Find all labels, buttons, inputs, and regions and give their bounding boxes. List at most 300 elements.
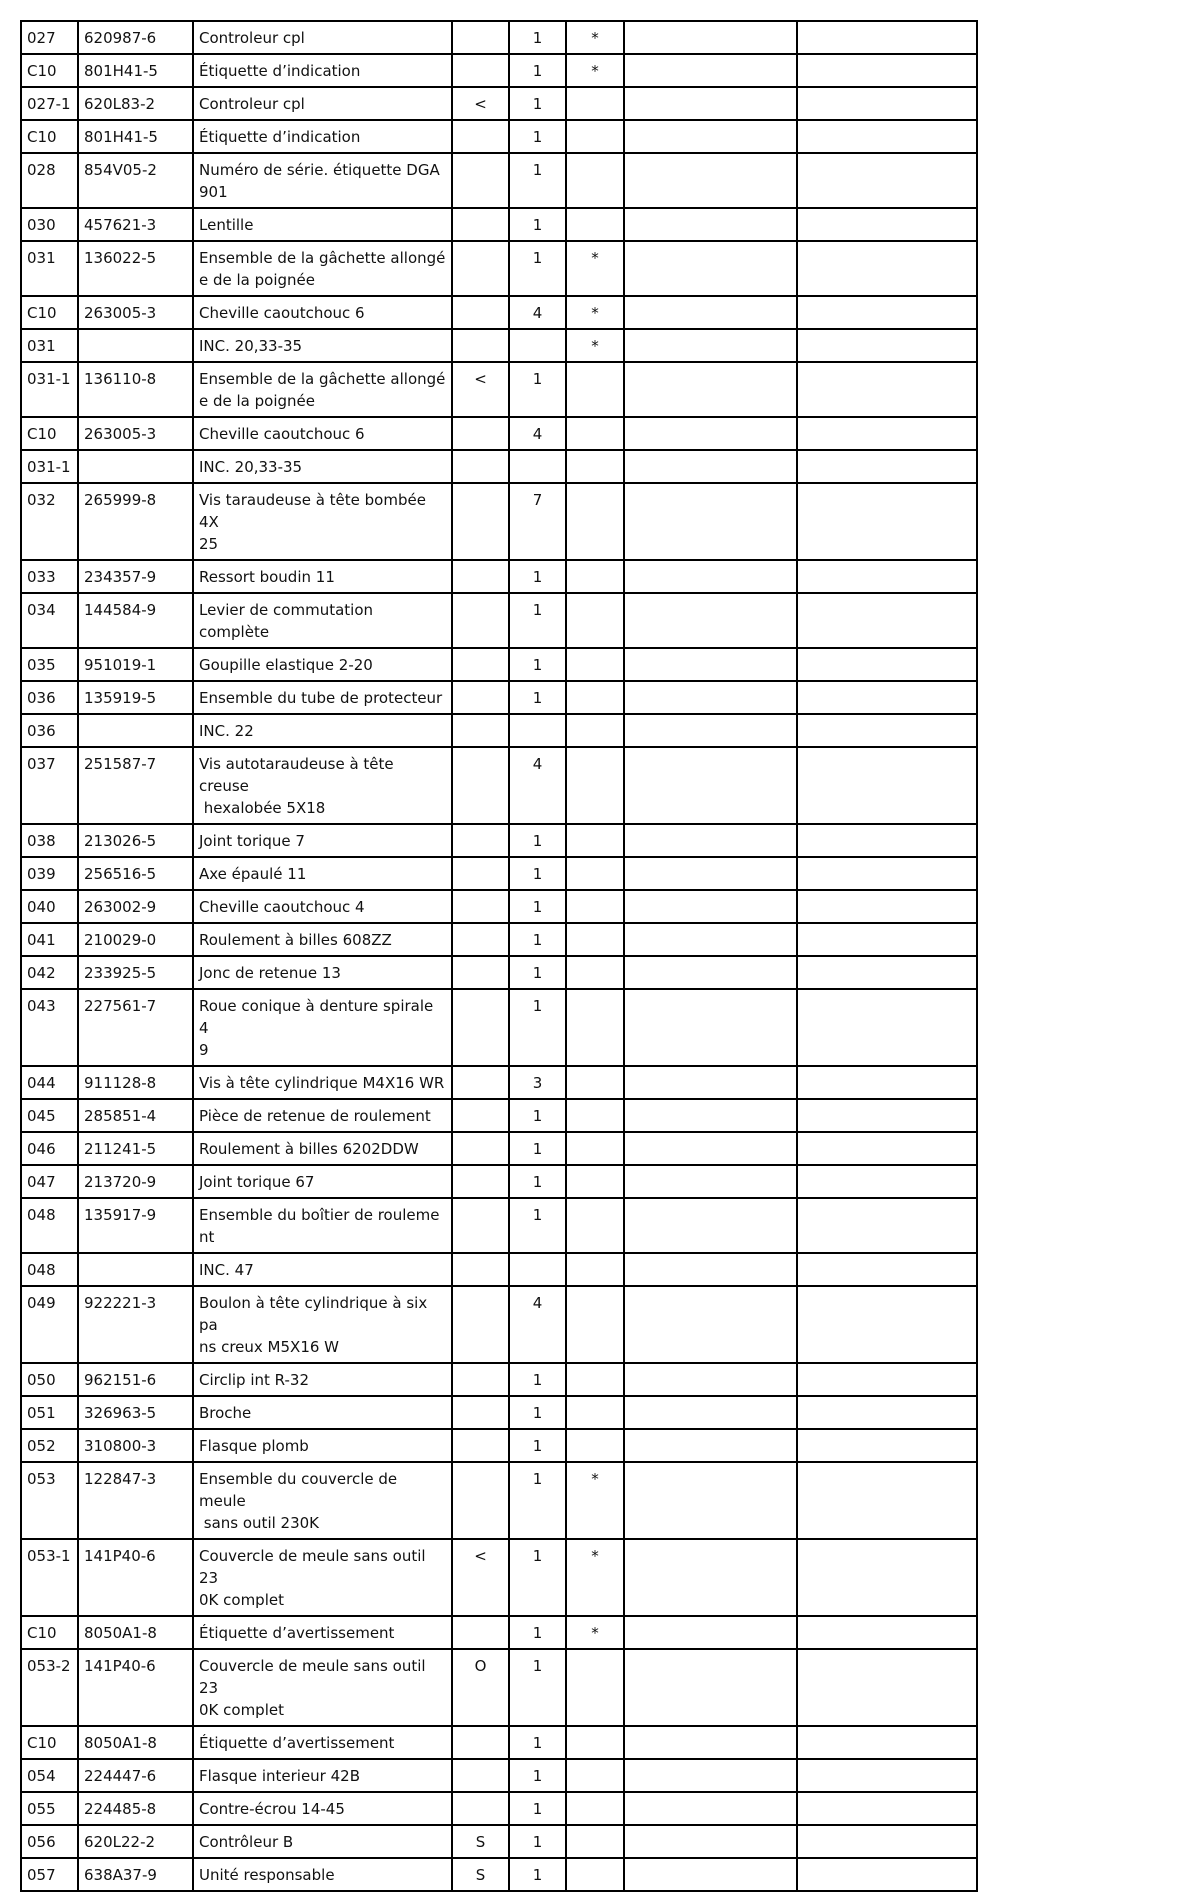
description-cell: Controleur cpl [193, 87, 452, 120]
table-row [21, 824, 977, 857]
description-cell: Circlip int R-32 [193, 1363, 452, 1396]
quantity-cell: 1 [509, 648, 566, 681]
note-mark-cell [566, 747, 624, 824]
blank-cell [797, 1726, 977, 1759]
blank-cell [624, 956, 797, 989]
part-number-cell: 251587-7 [78, 747, 193, 824]
change-code-cell [452, 1792, 509, 1825]
table-row [21, 1099, 977, 1132]
change-code-cell [452, 1429, 509, 1462]
blank-cell [797, 857, 977, 890]
note-mark-cell: * [566, 21, 624, 54]
note-mark-cell [566, 1363, 624, 1396]
blank-cell [624, 681, 797, 714]
quantity-cell: 1 [509, 1429, 566, 1462]
description-cell: Goupille elastique 2-20 [193, 648, 452, 681]
quantity-cell: 1 [509, 857, 566, 890]
table-row [21, 87, 977, 120]
quantity-cell: 4 [509, 1286, 566, 1363]
note-mark-cell [566, 87, 624, 120]
quantity-cell: 1 [509, 1858, 566, 1891]
quantity-cell: 1 [509, 1132, 566, 1165]
item-number-cell: 037 [21, 747, 78, 824]
change-code-cell [452, 1759, 509, 1792]
note-mark-cell: * [566, 241, 624, 296]
blank-cell [797, 54, 977, 87]
change-code-cell [452, 417, 509, 450]
item-number-cell: 036 [21, 714, 78, 747]
quantity-cell: 1 [509, 153, 566, 208]
note-mark-cell [566, 560, 624, 593]
description-cell: Contrôleur B [193, 1825, 452, 1858]
change-code-cell [452, 153, 509, 208]
quantity-cell: 3 [509, 1066, 566, 1099]
change-code-cell [452, 1396, 509, 1429]
table-row [21, 21, 977, 54]
description-cell: Contre-écrou 14-45 [193, 1792, 452, 1825]
blank-cell [797, 681, 977, 714]
blank-cell [797, 560, 977, 593]
change-code-cell [452, 21, 509, 54]
quantity-cell: 1 [509, 923, 566, 956]
note-mark-cell: * [566, 296, 624, 329]
change-code-cell [452, 1165, 509, 1198]
blank-cell [624, 1462, 797, 1539]
change-code-cell [452, 593, 509, 648]
table-row [21, 681, 977, 714]
note-mark-cell [566, 1396, 624, 1429]
description-cell: Levier de commutation complète [193, 593, 452, 648]
description-cell: Ensemble du boîtier de rouleme nt [193, 1198, 452, 1253]
change-code-cell [452, 54, 509, 87]
blank-cell [624, 1858, 797, 1891]
note-mark-cell [566, 1858, 624, 1891]
description-cell: Ensemble de la gâchette allongé e de la poignée [193, 241, 452, 296]
description-cell: Controleur cpl [193, 21, 452, 54]
item-number-cell: 032 [21, 483, 78, 560]
item-number-cell: 038 [21, 824, 78, 857]
blank-cell [797, 417, 977, 450]
note-mark-cell [566, 1726, 624, 1759]
part-number-cell: 457621-3 [78, 208, 193, 241]
part-number-cell: 310800-3 [78, 1429, 193, 1462]
table-row [21, 1286, 977, 1363]
quantity-cell: 1 [509, 1649, 566, 1726]
change-code-cell [452, 989, 509, 1066]
blank-cell [624, 1099, 797, 1132]
item-number-cell: C10 [21, 1616, 78, 1649]
blank-cell [624, 1253, 797, 1286]
table-row [21, 560, 977, 593]
quantity-cell: 1 [509, 681, 566, 714]
change-code-cell [452, 1099, 509, 1132]
description-cell: Roulement à billes 6202DDW [193, 1132, 452, 1165]
note-mark-cell [566, 1253, 624, 1286]
quantity-cell: 1 [509, 593, 566, 648]
blank-cell [797, 1363, 977, 1396]
note-mark-cell [566, 923, 624, 956]
part-number-cell: 263002-9 [78, 890, 193, 923]
blank-cell [624, 824, 797, 857]
blank-cell [624, 714, 797, 747]
table-row [21, 362, 977, 417]
change-code-cell: < [452, 362, 509, 417]
description-cell: Joint torique 7 [193, 824, 452, 857]
change-code-cell [452, 857, 509, 890]
part-number-cell: 136110-8 [78, 362, 193, 417]
quantity-cell: 1 [509, 1198, 566, 1253]
description-cell: Lentille [193, 208, 452, 241]
change-code-cell [452, 483, 509, 560]
part-number-cell: 620L83-2 [78, 87, 193, 120]
blank-cell [624, 362, 797, 417]
quantity-cell: 1 [509, 21, 566, 54]
part-number-cell: 326963-5 [78, 1396, 193, 1429]
description-cell: Couvercle de meule sans outil 23 0K complet [193, 1539, 452, 1616]
change-code-cell [452, 1363, 509, 1396]
item-number-cell: 040 [21, 890, 78, 923]
blank-cell [624, 1649, 797, 1726]
quantity-cell: 1 [509, 1363, 566, 1396]
note-mark-cell [566, 714, 624, 747]
quantity-cell: 1 [509, 1616, 566, 1649]
item-number-cell: 036 [21, 681, 78, 714]
item-number-cell: 057 [21, 1858, 78, 1891]
blank-cell [624, 1132, 797, 1165]
blank-cell [797, 1539, 977, 1616]
table-row [21, 1726, 977, 1759]
blank-cell [797, 747, 977, 824]
part-number-cell: 8050A1-8 [78, 1616, 193, 1649]
note-mark-cell [566, 989, 624, 1066]
part-number-cell: 263005-3 [78, 296, 193, 329]
item-number-cell: 049 [21, 1286, 78, 1363]
change-code-cell [452, 714, 509, 747]
blank-cell [624, 1165, 797, 1198]
description-cell: Joint torique 67 [193, 1165, 452, 1198]
blank-cell [797, 1066, 977, 1099]
description-cell: Boulon à tête cylindrique à six pa ns creux M5X16 W [193, 1286, 452, 1363]
note-mark-cell [566, 648, 624, 681]
item-number-cell: 033 [21, 560, 78, 593]
change-code-cell [452, 1132, 509, 1165]
blank-cell [624, 153, 797, 208]
table-row [21, 747, 977, 824]
quantity-cell: 1 [509, 1396, 566, 1429]
quantity-cell: 1 [509, 890, 566, 923]
part-number-cell: 224485-8 [78, 1792, 193, 1825]
blank-cell [797, 593, 977, 648]
table-row [21, 1198, 977, 1253]
part-number-cell: 210029-0 [78, 923, 193, 956]
part-number-cell: 638A37-9 [78, 1858, 193, 1891]
table-row [21, 1132, 977, 1165]
note-mark-cell [566, 1099, 624, 1132]
change-code-cell [452, 1253, 509, 1286]
part-number-cell: 224447-6 [78, 1759, 193, 1792]
blank-cell [624, 241, 797, 296]
note-mark-cell [566, 450, 624, 483]
blank-cell [797, 648, 977, 681]
part-number-cell: 141P40-6 [78, 1539, 193, 1616]
change-code-cell: O [452, 1649, 509, 1726]
part-number-cell: 285851-4 [78, 1099, 193, 1132]
item-number-cell: 028 [21, 153, 78, 208]
part-number-cell: 620987-6 [78, 21, 193, 54]
blank-cell [797, 1429, 977, 1462]
change-code-cell [452, 329, 509, 362]
part-number-cell: 256516-5 [78, 857, 193, 890]
note-mark-cell [566, 890, 624, 923]
note-mark-cell: * [566, 1539, 624, 1616]
table-row [21, 648, 977, 681]
quantity-cell: 1 [509, 1726, 566, 1759]
note-mark-cell [566, 681, 624, 714]
blank-cell [624, 1825, 797, 1858]
description-cell: Cheville caoutchouc 6 [193, 417, 452, 450]
item-number-cell: 053-1 [21, 1539, 78, 1616]
item-number-cell: 044 [21, 1066, 78, 1099]
note-mark-cell [566, 1429, 624, 1462]
blank-cell [797, 1462, 977, 1539]
item-number-cell: 042 [21, 956, 78, 989]
note-mark-cell: * [566, 329, 624, 362]
blank-cell [624, 1616, 797, 1649]
blank-cell [624, 87, 797, 120]
blank-cell [624, 1429, 797, 1462]
blank-cell [797, 1286, 977, 1363]
quantity-cell: 1 [509, 1165, 566, 1198]
description-cell: Ensemble de la gâchette allongé e de la poignée [193, 362, 452, 417]
item-number-cell: 053-2 [21, 1649, 78, 1726]
item-number-cell: 035 [21, 648, 78, 681]
description-cell: Cheville caoutchouc 4 [193, 890, 452, 923]
quantity-cell: 1 [509, 241, 566, 296]
item-number-cell: 048 [21, 1253, 78, 1286]
table-row [21, 1462, 977, 1539]
item-number-cell: 051 [21, 1396, 78, 1429]
table-row [21, 1165, 977, 1198]
quantity-cell: 1 [509, 1539, 566, 1616]
item-number-cell: 027 [21, 21, 78, 54]
table-row [21, 890, 977, 923]
blank-cell [624, 120, 797, 153]
table-row [21, 1649, 977, 1726]
blank-cell [797, 362, 977, 417]
item-number-cell: 031 [21, 241, 78, 296]
description-cell: Unité responsable [193, 1858, 452, 1891]
quantity-cell: 1 [509, 1462, 566, 1539]
blank-cell [797, 1099, 977, 1132]
part-number-cell: 922221-3 [78, 1286, 193, 1363]
blank-cell [624, 1363, 797, 1396]
description-cell: Broche [193, 1396, 452, 1429]
part-number-cell: 234357-9 [78, 560, 193, 593]
item-number-cell: 045 [21, 1099, 78, 1132]
blank-cell [624, 1286, 797, 1363]
change-code-cell [452, 1726, 509, 1759]
blank-cell [797, 87, 977, 120]
quantity-cell: 7 [509, 483, 566, 560]
table-row [21, 1825, 977, 1858]
blank-cell [624, 329, 797, 362]
blank-cell [624, 560, 797, 593]
note-mark-cell [566, 857, 624, 890]
part-number-cell: 122847-3 [78, 1462, 193, 1539]
quantity-cell: 4 [509, 417, 566, 450]
note-mark-cell [566, 1132, 624, 1165]
item-number-cell: 046 [21, 1132, 78, 1165]
item-number-cell: 050 [21, 1363, 78, 1396]
quantity-cell: 1 [509, 1825, 566, 1858]
blank-cell [797, 21, 977, 54]
blank-cell [624, 208, 797, 241]
quantity-cell: 1 [509, 362, 566, 417]
quantity-cell: 1 [509, 1759, 566, 1792]
table-row [21, 1066, 977, 1099]
blank-cell [624, 54, 797, 87]
change-code-cell [452, 560, 509, 593]
note-mark-cell [566, 208, 624, 241]
quantity-cell: 1 [509, 956, 566, 989]
item-number-cell: 031-1 [21, 362, 78, 417]
description-cell: Étiquette d’indication [193, 54, 452, 87]
change-code-cell [452, 681, 509, 714]
description-cell: Ensemble du couvercle de meule sans outil 230K [193, 1462, 452, 1539]
quantity-cell: 1 [509, 1792, 566, 1825]
table-row [21, 1253, 977, 1286]
item-number-cell: 043 [21, 989, 78, 1066]
item-number-cell: 039 [21, 857, 78, 890]
description-cell: Axe épaulé 11 [193, 857, 452, 890]
quantity-cell: 1 [509, 87, 566, 120]
part-number-cell: 227561-7 [78, 989, 193, 1066]
part-number-cell [78, 450, 193, 483]
quantity-cell [509, 714, 566, 747]
blank-cell [797, 1649, 977, 1726]
quantity-cell: 1 [509, 54, 566, 87]
item-number-cell: 054 [21, 1759, 78, 1792]
blank-cell [797, 824, 977, 857]
blank-cell [624, 857, 797, 890]
blank-cell [624, 450, 797, 483]
description-cell: INC. 20,33-35 [193, 450, 452, 483]
blank-cell [624, 989, 797, 1066]
description-cell: Étiquette d’avertissement [193, 1616, 452, 1649]
parts-table-body [21, 21, 977, 1891]
quantity-cell: 1 [509, 208, 566, 241]
part-number-cell: 135919-5 [78, 681, 193, 714]
part-number-cell [78, 329, 193, 362]
item-number-cell: 052 [21, 1429, 78, 1462]
quantity-cell: 1 [509, 120, 566, 153]
description-cell: Roulement à billes 608ZZ [193, 923, 452, 956]
blank-cell [797, 1198, 977, 1253]
item-number-cell: C10 [21, 54, 78, 87]
description-cell: Couvercle de meule sans outil 23 0K complet [193, 1649, 452, 1726]
change-code-cell: S [452, 1858, 509, 1891]
table-row [21, 989, 977, 1066]
description-cell: INC. 47 [193, 1253, 452, 1286]
blank-cell [797, 1132, 977, 1165]
quantity-cell: 1 [509, 1099, 566, 1132]
part-number-cell: 135917-9 [78, 1198, 193, 1253]
note-mark-cell [566, 1792, 624, 1825]
description-cell: Numéro de série. étiquette DGA 901 [193, 153, 452, 208]
blank-cell [797, 1165, 977, 1198]
table-row [21, 1858, 977, 1891]
part-number-cell: 951019-1 [78, 648, 193, 681]
blank-cell [624, 593, 797, 648]
change-code-cell [452, 296, 509, 329]
part-number-cell: 620L22-2 [78, 1825, 193, 1858]
change-code-cell [452, 208, 509, 241]
change-code-cell [452, 1462, 509, 1539]
blank-cell [624, 296, 797, 329]
note-mark-cell [566, 1825, 624, 1858]
part-number-cell: 136022-5 [78, 241, 193, 296]
description-cell: Roue conique à denture spirale 4 9 [193, 989, 452, 1066]
part-number-cell: 141P40-6 [78, 1649, 193, 1726]
description-cell: Ensemble du tube de protecteur [193, 681, 452, 714]
change-code-cell: < [452, 1539, 509, 1616]
table-row [21, 1616, 977, 1649]
part-number-cell: 962151-6 [78, 1363, 193, 1396]
item-number-cell: 048 [21, 1198, 78, 1253]
parts-table [20, 20, 978, 1892]
item-number-cell: 056 [21, 1825, 78, 1858]
change-code-cell [452, 824, 509, 857]
part-number-cell: 801H41-5 [78, 54, 193, 87]
table-row [21, 153, 977, 208]
table-row [21, 296, 977, 329]
note-mark-cell [566, 417, 624, 450]
table-row [21, 54, 977, 87]
table-row [21, 241, 977, 296]
change-code-cell [452, 241, 509, 296]
table-row [21, 956, 977, 989]
table-row [21, 857, 977, 890]
blank-cell [624, 648, 797, 681]
quantity-cell: 4 [509, 296, 566, 329]
blank-cell [797, 120, 977, 153]
blank-cell [797, 989, 977, 1066]
change-code-cell: S [452, 1825, 509, 1858]
description-cell: Vis taraudeuse à tête bombée 4X 25 [193, 483, 452, 560]
change-code-cell [452, 890, 509, 923]
part-number-cell: 144584-9 [78, 593, 193, 648]
item-number-cell: 034 [21, 593, 78, 648]
table-row [21, 208, 977, 241]
table-row [21, 1759, 977, 1792]
blank-cell [797, 1759, 977, 1792]
table-row [21, 923, 977, 956]
table-row [21, 329, 977, 362]
blank-cell [624, 747, 797, 824]
table-row [21, 450, 977, 483]
table-row [21, 593, 977, 648]
quantity-cell [509, 329, 566, 362]
blank-cell [624, 483, 797, 560]
blank-cell [797, 1825, 977, 1858]
part-number-cell: 213026-5 [78, 824, 193, 857]
table-row [21, 1792, 977, 1825]
blank-cell [797, 329, 977, 362]
change-code-cell [452, 120, 509, 153]
note-mark-cell [566, 1759, 624, 1792]
description-cell: Étiquette d’avertissement [193, 1726, 452, 1759]
part-number-cell: 265999-8 [78, 483, 193, 560]
